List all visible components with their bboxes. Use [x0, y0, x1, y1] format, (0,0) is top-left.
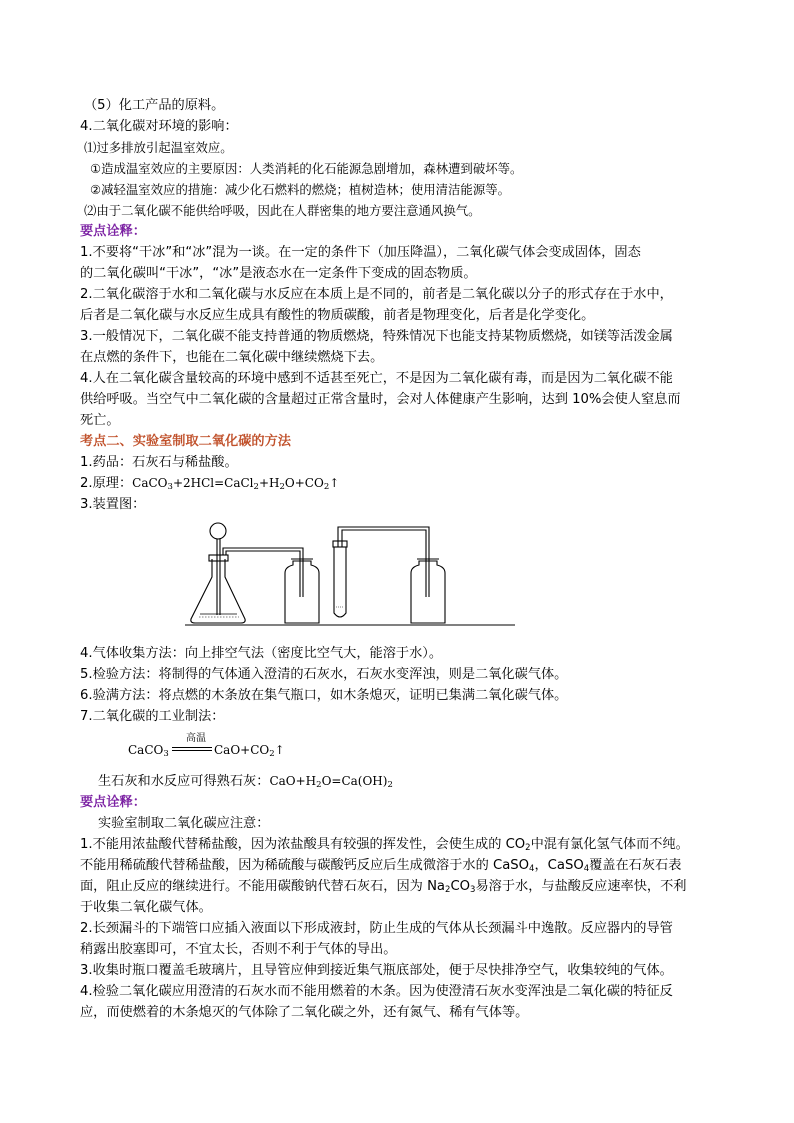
text-line: 稍露出胶塞即可，不宜太长，否则不利于气体的导出。 [80, 942, 397, 957]
text-line: （5）化工产品的原料。 [84, 98, 225, 113]
gas-jar-1 [285, 561, 319, 623]
text-line: 4.检验二氧化碳应用澄清的石灰水而不能用燃着的木条。因为使澄清石灰水变浑浊是二氧化碳的特征反 [80, 984, 673, 999]
products: $CaO+CO_2↑$ [214, 743, 285, 759]
text-line: 4.气体收集方法：向上排空气法（密度比空气大，能溶于水）。 [80, 646, 443, 661]
funnel-bulb [210, 523, 226, 539]
text-line: 应，而使燃着的木条熄灭的气体除了二氧化碳之外，还有氮气、稀有气体等。 [80, 1005, 529, 1020]
gas-jar-2 [411, 561, 445, 623]
label: 2.原理： [80, 476, 133, 491]
text-line: 3.一般情况下，二氧化碳不能支持普通的物质燃烧，特殊情况下也能支持某物质燃烧，如镁等活泼金属 [80, 329, 673, 344]
text-line: 死亡。 [80, 413, 120, 428]
text-line: ②减轻温室效应的措施：减少化石燃料的燃烧；植树造林；使用清洁能源等。 [90, 182, 510, 197]
text-line: 5.检验方法：将制得的气体通入澄清的石灰水，石灰水变浑浊，则是二氧化碳气体。 [80, 667, 568, 682]
text-line: 1.药品：石灰石与稀盐酸。 [80, 455, 238, 470]
principle-equation [80, 473, 720, 494]
equals-bar [172, 750, 212, 751]
text-line: 1.不能用浓盐酸代替稀盐酸，因为浓盐酸具有较强的挥发性，会使生成的 $CO_2$中混有氯化氢气体而不纯。 [80, 837, 689, 853]
key-points-heading: 要点诠释： [80, 795, 146, 810]
apparatus-diagram [185, 519, 515, 631]
test-tube [334, 547, 346, 617]
text-line: ⑵由于二氧化碳不能供给呼吸，因此在人群密集的地方要注意通风换气。 [84, 203, 481, 218]
tube-stopper [333, 541, 347, 547]
text-line: 的二氧化碳叫“干冰”，“冰”是液态水在一定条件下变成的固态物质。 [80, 266, 477, 281]
text-line: 3.收集时瓶口覆盖毛玻璃片，且导管应伸到接近集气瓶底部处，便于尽快排净空气，收集较纯的气体。 [80, 963, 673, 978]
text-line: 于收集二氧化碳气体。 [80, 900, 212, 915]
text-line: 后者是二氧化碳与水反应生成具有酸性的物质碳酸，前者是物理变化，后者是化学变化。 [80, 308, 595, 323]
industrial-equation [80, 727, 720, 771]
equals-bar [172, 747, 212, 748]
section-heading: 4.二氧化碳对环境的影响： [80, 119, 238, 134]
reaction-condition: 高温 [186, 733, 206, 744]
flask [191, 559, 245, 623]
text-line: 面，阻止反应的继续进行。不能用碳酸钠代替石灰石，因为 $Na_2CO_3$易溶于水，与盐酸反应速率快，不利 [80, 879, 687, 895]
reactant: CaCO$_3$ [128, 743, 169, 759]
section-title: 考点二、实验室制取二氧化碳的方法 [80, 434, 291, 449]
text-line: 4.人在二氧化碳含量较高的环境中感到不适甚至死亡，不是因为二氧化碳有毒，而是因为二氧化碳不能 [80, 371, 673, 386]
text-line: ⑴过多排放引起温室效应。 [84, 140, 233, 155]
text-line: 2.长颈漏斗的下端管口应插入液面以下形成液封，防止生成的气体从长颈漏斗中逸散。反应器内的导管 [80, 921, 673, 936]
text-line: ①造成温室效应的主要原因：人类消耗的化石能源急剧增加，森林遭到破坏等。 [90, 161, 523, 176]
text-line: 不能用稀硫酸代替稀盐酸，因为稀硫酸与碳酸钙反应后生成微溶于水的 CaSO$_4$，CaSO$_4$覆盖在石灰石表 [80, 858, 682, 874]
text-line: 3.装置图： [80, 497, 146, 512]
text-line: 实验室制取二氧化碳应注意： [98, 816, 270, 831]
apparatus-figure [80, 515, 720, 643]
text-line: 7.二氧化碳的工业制法： [80, 709, 225, 724]
document-page [80, 95, 720, 1023]
text-line: 6.验满方法：将点燃的木条放在集气瓶口，如木条熄灭，证明已集满二氧化碳气体。 [80, 688, 568, 703]
key-points-heading: 要点诠释： [80, 224, 146, 239]
delivery-tube-1 [223, 548, 303, 597]
slaked-lime-line: 生石灰和水反应可得熟石灰：$CaO+H_2O=Ca(OH)_2$ [98, 774, 393, 790]
equation: $CaCO_3+2HCl=CaCl_2+H_2O+CO_2↑$ [132, 476, 340, 492]
text-line: 1.不要将“干冰”和“冰”混为一谈。在一定的条件下（加压降温），二氧化碳气体会变成固体，固态 [80, 245, 641, 260]
text-line: 供给呼吸。当空气中二氧化碳的含量超过正常含量时，会对人体健康产生影响，达到 10%会使人窒息而 [80, 392, 681, 407]
text-line: 在点燃的条件下，也能在二氧化碳中继续燃烧下去。 [80, 350, 384, 365]
delivery-tube-2 [338, 527, 429, 597]
text-line: 2.二氧化碳溶于水和二氧化碳与水反应在本质上是不同的，前者是二氧化碳以分子的形式存在于水中， [80, 287, 673, 302]
